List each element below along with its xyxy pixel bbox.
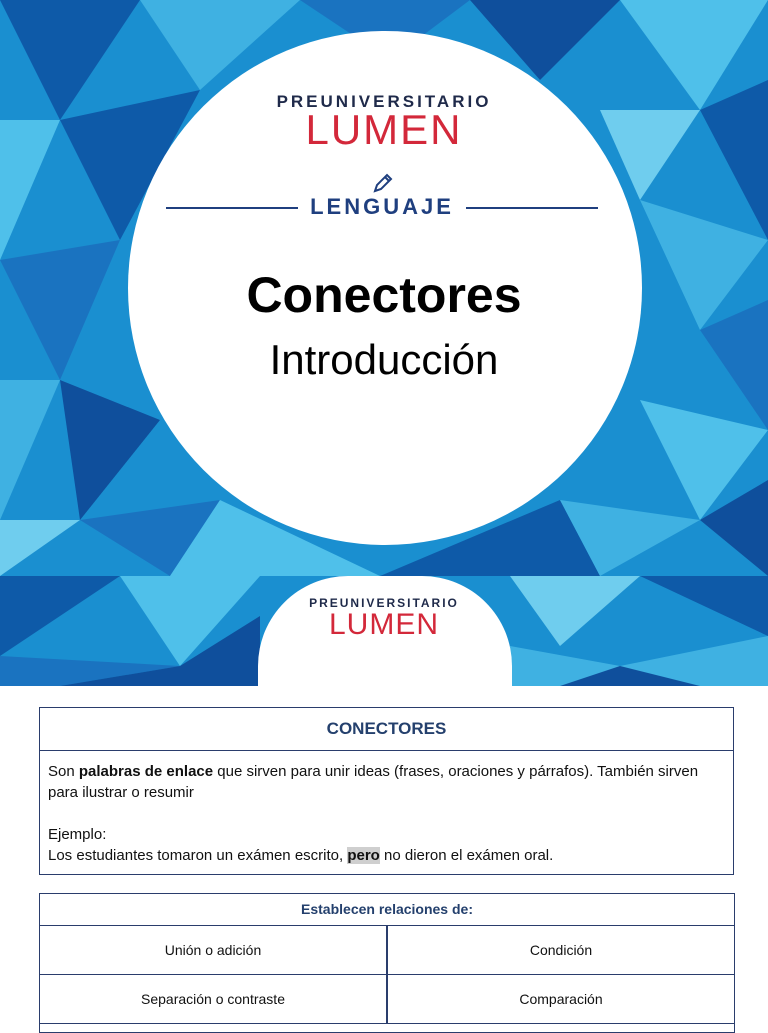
example-sentence (48, 845, 725, 866)
subject-label: LENGUAJE (310, 194, 454, 219)
definition-text-post: que sirven para unir ideas (frases, oraciones y párrafos). También sirven para ilustrar o resumir (48, 763, 699, 801)
slide-title: Conectores (246, 267, 522, 323)
slide-subtitle: Introducción (269, 336, 499, 383)
relations-table (39, 893, 735, 1033)
subject-row (166, 188, 598, 228)
example-label: Ejemplo: (48, 826, 107, 843)
table-row (40, 926, 734, 975)
header-brand-subtitle: PREUNIVERSITARIO (309, 596, 459, 610)
table-cell: Separación o contraste (40, 975, 388, 1023)
table-cell: Condición (529, 942, 593, 958)
example-highlight: pero (347, 847, 380, 864)
table-cell: Unión o adición (40, 926, 388, 974)
divider-right (466, 207, 598, 209)
brand-subtitle: PREUNIVERSITARIO (276, 92, 492, 111)
example-post: no dieron el exámen oral. (379, 847, 554, 864)
header-brand-name: LUMEN (328, 608, 439, 641)
definition-heading: CONECTORES (40, 708, 733, 751)
example-pre: Los estudiantes tomaron un exámen escrito, (48, 847, 348, 864)
relations-heading: Establecen relaciones de: (40, 894, 734, 926)
definition-text-pre: Son (48, 763, 79, 780)
definition-text (48, 761, 725, 803)
table-row (40, 975, 734, 1024)
definition-box (39, 707, 734, 875)
definition-body (40, 751, 733, 876)
definition-text-bold: palabras de enlace (78, 763, 214, 780)
table-cell: Comparación (519, 991, 603, 1007)
brand-name: LUMEN (305, 106, 463, 153)
